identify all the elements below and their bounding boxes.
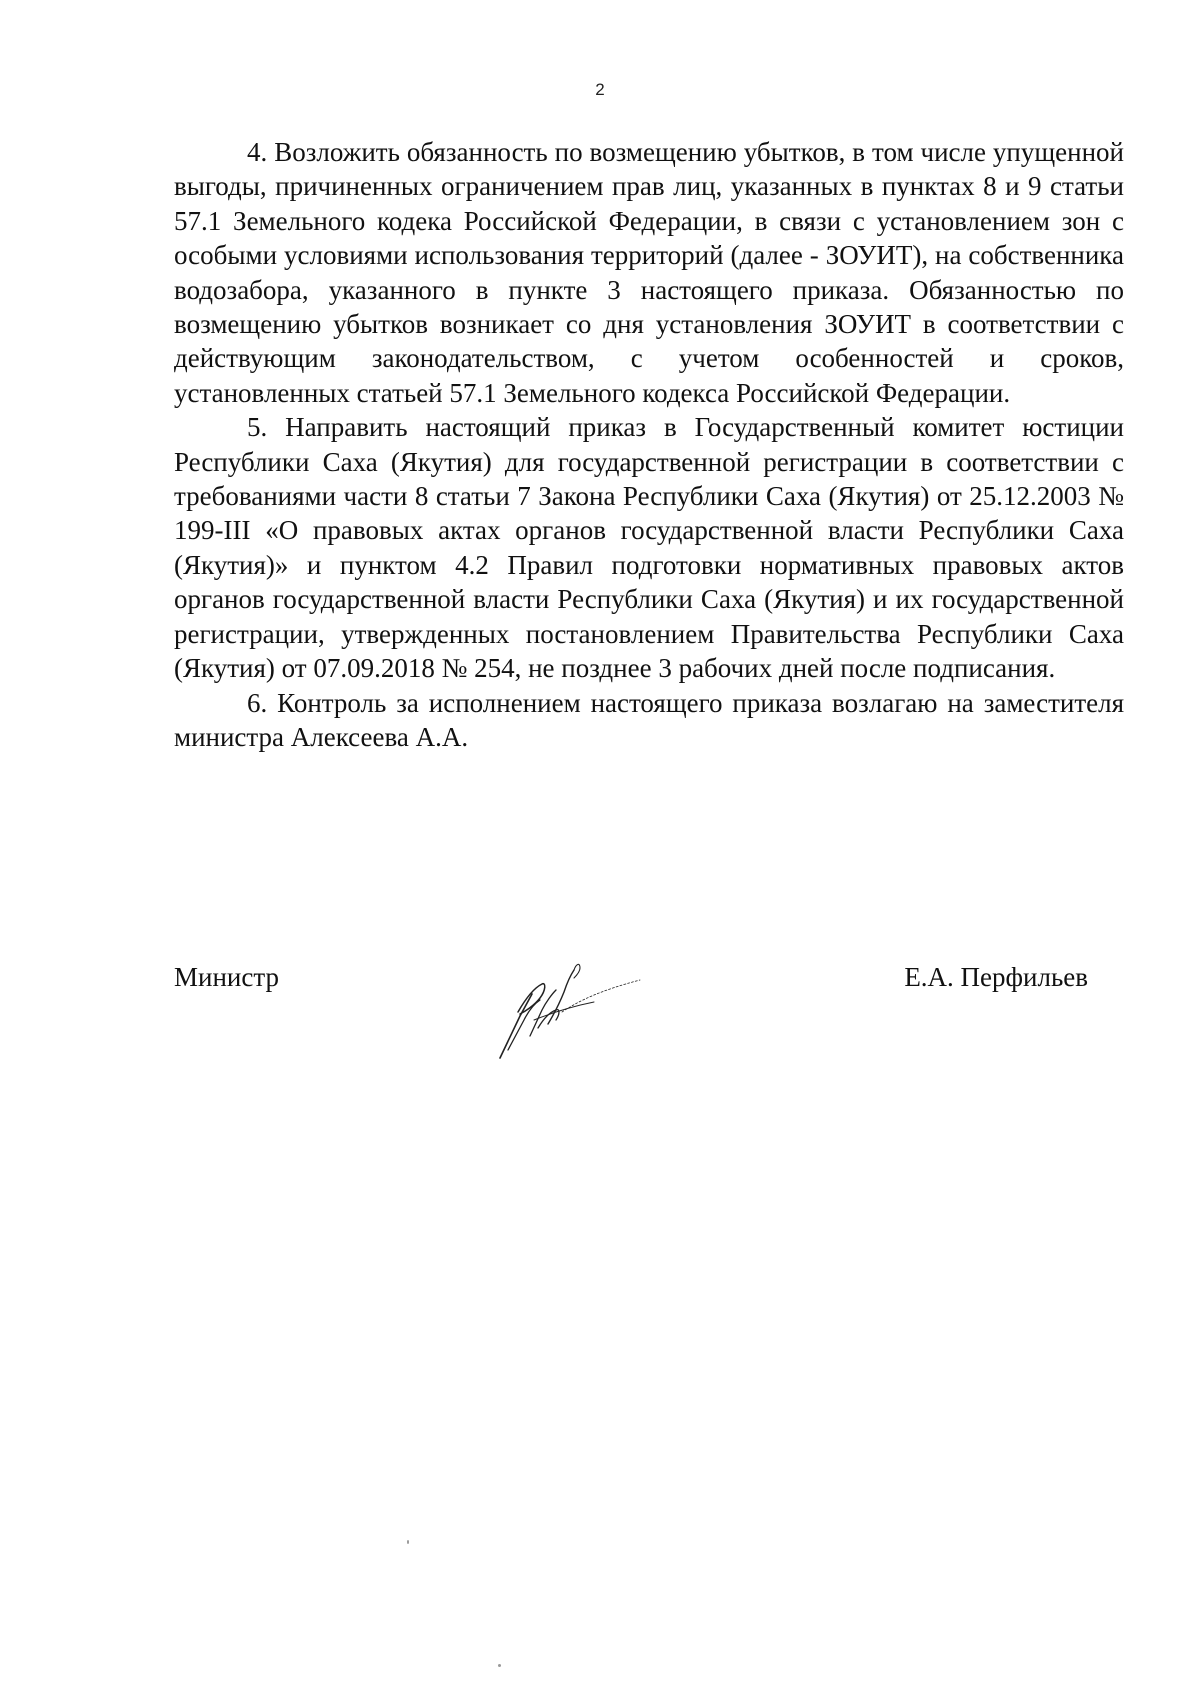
paragraph-4-losses: 4. Возложить обязанность по возмещению убытков, в том числе упущенной выгоды, причиненных ограничением прав лиц, указанных в пунктах 8 и 9 статьи 57.1 Земельного кодека Российской Федерации, в связи с установлением зон с особыми условиями использования территорий (далее - ЗОУИТ), на собственника водозабора, указанного в пункте 3 настоящего приказа. Обязанностью по возмещению убытков возникает со дня установления ЗОУИТ в соответствии с действующим законодательством, с учетом особенностей и сроков, установленных статьей 57.1 Земельного кодекса Российской Федерации.: [174, 137, 1124, 408]
signatory-title: Министр: [174, 962, 279, 992]
paragraph-5-registration: 5. Направить настоящий приказ в Государственный комитет юстиции Республики Саха (Якутия) для государственной регистрации в соответствии с требованиями части 8 статьи 7 Закона Республики Саха (Якутия) от 25.12.2003 № 199-III «О правовых актах органов государственной власти Республики Саха (Якутия)» и пунктом 4.2 Правил подготовки нормативных правовых актов органов государственной власти Республики Саха (Якутия) и их государственной регистрации, утвержденных постановлением Правительства Республики Саха (Якутия) от 07.09.2018 № 254, не позднее 3 рабочих дней после подписания.: [174, 412, 1124, 684]
signature-block: [174, 960, 1124, 1080]
scan-speck: [407, 1540, 409, 1544]
order-body: [174, 135, 1124, 754]
handwritten-signature: [494, 954, 644, 1064]
page-number: 2: [595, 80, 605, 99]
signatory-name: Е.А. Перфильев: [904, 962, 1088, 992]
paragraph-6-control: 6. Контроль за исполнением настоящего приказа возлагаю на заместителя министра Алексеева А.А.: [174, 687, 1124, 752]
scan-speck: [498, 1664, 501, 1667]
